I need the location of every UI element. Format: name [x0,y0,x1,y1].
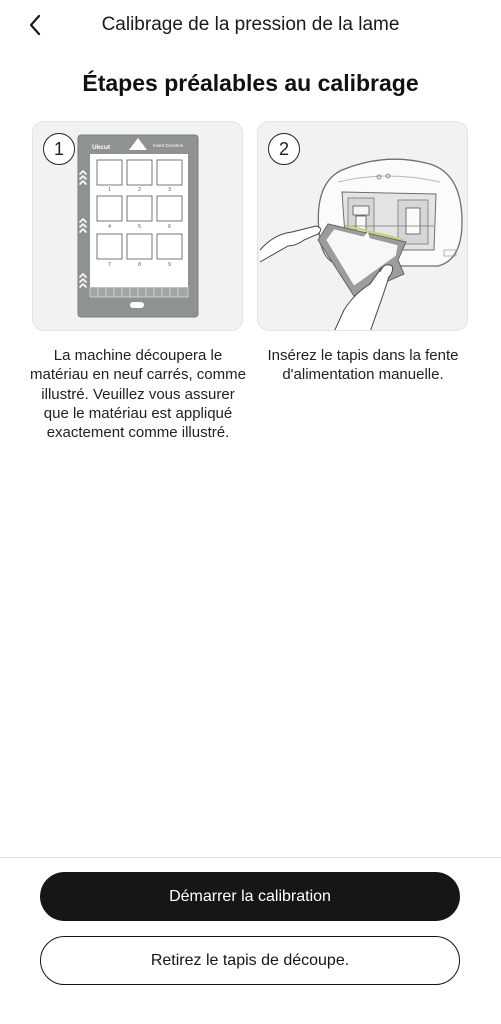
square-number: 7 [108,262,111,268]
step-number-badge: 1 [43,133,75,165]
step-2-description: Insérez le tapis dans la fente d'alimentation manuelle. [267,347,459,384]
step-2-card [257,121,468,331]
start-calibration-button[interactable]: Démarrer la calibration [40,872,460,921]
mat-brand-label: Ukcut [92,144,111,151]
section-title: Étapes préalables au calibrage [82,70,419,96]
footer-divider [0,857,501,858]
page-title: Calibrage de la pression de la lame [101,14,400,35]
remove-mat-button[interactable]: Retirez le tapis de découpe. [40,936,460,985]
mat-direction-label: Insert Direction [153,143,184,148]
square-number: 8 [138,262,141,268]
square-number: 2 [138,187,141,193]
square-number: 4 [108,224,111,230]
nav-header [0,0,501,52]
square-number: 3 [168,187,171,193]
square-number: 5 [138,224,141,230]
step-number-badge: 2 [268,133,300,165]
square-number: 9 [168,262,171,268]
square-number: 6 [168,224,171,230]
step-1-card [32,121,243,331]
square-number: 1 [108,187,111,193]
step-1-description: La machine découpera le matériau en neuf carrés, comme illustré. Veuillez vous assurer que le matériau est appliqué exactement comme illustré. [30,347,246,442]
